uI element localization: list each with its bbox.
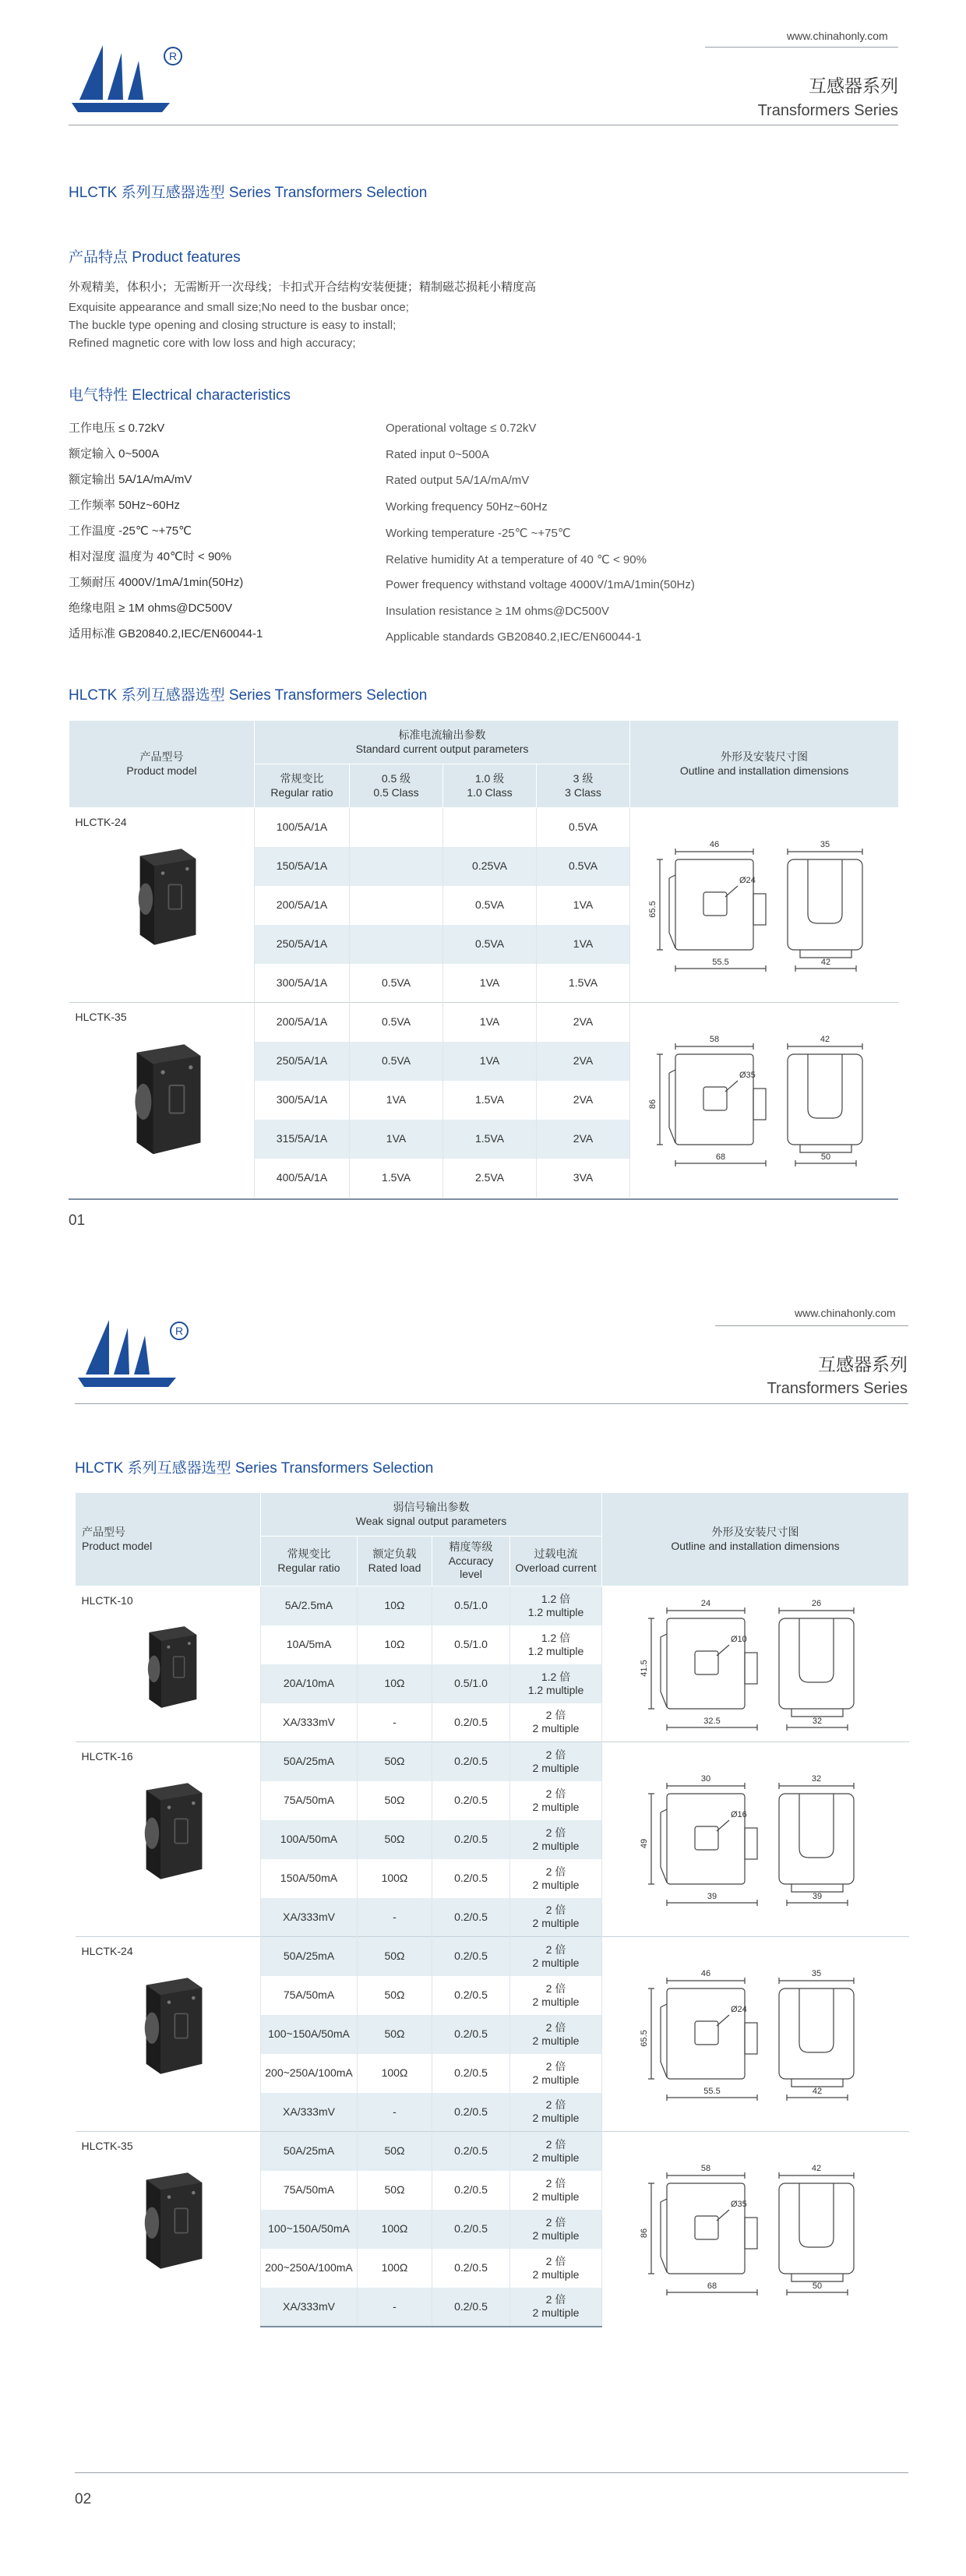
- overload-cell: [510, 1859, 602, 1898]
- overload-en: 2 multiple: [532, 1761, 580, 1774]
- electrical-item-en: Power frequency withstand voltage 4000V/1mA/1min(50Hz): [386, 578, 695, 591]
- overload-cell: [510, 2249, 602, 2288]
- accuracy-cell: 0.2/0.5: [432, 1976, 510, 2015]
- rated-load-cell: -: [358, 1898, 432, 1937]
- overload-en: 2 multiple: [532, 2034, 580, 2047]
- overload-en: 2 multiple: [532, 1878, 580, 1891]
- class-3-cell: 1.5VA: [537, 964, 630, 1003]
- overload-cn: 2 倍: [545, 1943, 566, 1956]
- dim-side-bottom-width: 39: [812, 1891, 822, 1901]
- ratio-cell: 150A/50mA: [261, 1859, 358, 1898]
- outline-dimension-drawing: [639, 1766, 873, 1914]
- ratio-cell: XA/333mV: [261, 1898, 358, 1937]
- header-top-rule: [705, 47, 898, 48]
- header-weak-signal: 弱信号输出参数 Weak signal output parameters: [261, 1493, 602, 1537]
- accuracy-cell: 0.2/0.5: [432, 2171, 510, 2210]
- class-0-5-cell: [350, 847, 443, 886]
- dim-side-width: 35: [811, 1968, 821, 1978]
- page-title: HLCTK 系列互感器选型 Series Transformers Selection: [69, 185, 428, 201]
- dim-top-width: 24: [700, 1598, 710, 1608]
- class-0-5-cell: 0.5VA: [350, 964, 443, 1003]
- model-name: HLCTK-10: [81, 1594, 133, 1607]
- dim-height: 49: [639, 1838, 649, 1848]
- overload-cn: 2 倍: [545, 2098, 566, 2112]
- ratio-cell: 250/5A/1A: [255, 1042, 350, 1081]
- overload-cn: 2 倍: [545, 1787, 566, 1800]
- ratio-cell: 75A/50mA: [261, 1781, 358, 1820]
- class-1-0-cell: 0.25VA: [443, 847, 537, 886]
- overload-cn: 2 倍: [545, 1981, 566, 1995]
- overload-cell: [510, 2054, 602, 2093]
- header-class-0-5: 0.5 级 0.5 Class: [350, 764, 443, 808]
- features-en-2: The buckle type opening and closing structure is easy to install;: [69, 319, 397, 332]
- accuracy-cell: 0.5/1.0: [432, 1586, 510, 1625]
- rated-load-cell: 50Ω: [358, 1937, 432, 1976]
- rated-load-cell: -: [358, 2093, 432, 2132]
- dim-hole-diameter: Ø16: [730, 1809, 747, 1819]
- page-number: 01: [69, 1212, 86, 1229]
- dim-height: 86: [639, 2228, 649, 2238]
- overload-cn: 2 倍: [545, 1748, 566, 1761]
- ratio-cell: 200~250A/100mA: [261, 2249, 358, 2288]
- dim-side-width: 26: [811, 1598, 821, 1608]
- svg-text:R: R: [168, 50, 178, 62]
- dim-bottom-width: 68: [707, 2281, 717, 2291]
- overload-cn: 1.2 倍: [541, 1592, 571, 1605]
- rated-load-cell: 100Ω: [358, 1859, 432, 1898]
- product-photo: [118, 843, 204, 951]
- dim-side-width: 42: [811, 2163, 821, 2173]
- features-title: 产品特点 Product features: [69, 249, 241, 266]
- header-product-model: 产品型号 Product model: [76, 1493, 261, 1586]
- page-title: HLCTK 系列互感器选型 Series Transformers Selection: [75, 1460, 434, 1477]
- outline-dimension-drawing: [647, 1026, 881, 1174]
- overload-en: 2 multiple: [532, 2190, 580, 2203]
- class-1-0-cell: 0.5VA: [443, 925, 537, 964]
- class-3-cell: 0.5VA: [537, 847, 630, 886]
- overload-en: 2 multiple: [532, 1722, 580, 1735]
- class-0-5-cell: 0.5VA: [350, 1042, 443, 1081]
- model-cell: [76, 1586, 261, 1742]
- overload-cn: 2 倍: [545, 1904, 566, 1917]
- accuracy-cell: 0.2/0.5: [432, 1820, 510, 1859]
- class-0-5-cell: 1.5VA: [350, 1159, 443, 1198]
- overload-cn: 2 倍: [545, 2020, 566, 2034]
- rated-load-cell: -: [358, 2288, 432, 2327]
- class-3-cell: 3VA: [537, 1159, 630, 1198]
- accuracy-cell: 0.2/0.5: [432, 2132, 510, 2171]
- electrical-item-en: Working frequency 50Hz~60Hz: [386, 499, 548, 513]
- dim-top-width: 58: [700, 2163, 710, 2173]
- dim-height: 65.5: [639, 2029, 649, 2047]
- overload-cell: [510, 2210, 602, 2249]
- overload-cn: 2 倍: [545, 1709, 566, 1722]
- class-3-cell: 2VA: [537, 1120, 630, 1159]
- header-product-model: 产品型号 Product model: [69, 721, 255, 808]
- standard-current-table: [69, 720, 899, 1198]
- rated-load-cell: 50Ω: [358, 1976, 432, 2015]
- electrical-item-en: Working temperature -25℃ ~+75℃: [386, 527, 571, 540]
- dimension-cell: [630, 808, 899, 1003]
- class-0-5-cell: [350, 886, 443, 925]
- electrical-item-cn: 工作电压 ≤ 0.72kV: [69, 422, 165, 435]
- electrical-item-en: Relative humidity At a temperature of 40 ℃ < 90%: [386, 552, 647, 566]
- header-series-cn: 互感器系列: [818, 1354, 908, 1374]
- overload-en: 2 multiple: [532, 1839, 580, 1852]
- class-3-cell: 1VA: [537, 925, 630, 964]
- catalog-page-2: [0, 1266, 966, 2576]
- rated-load-cell: 50Ω: [358, 1781, 432, 1820]
- page-number: 02: [75, 2491, 92, 2507]
- rated-load-cell: 100Ω: [358, 2210, 432, 2249]
- electrical-item-cn: 适用标准 GB20840.2,IEC/EN60044-1: [69, 627, 263, 640]
- ratio-cell: 200~250A/100mA: [261, 2054, 358, 2093]
- accuracy-cell: 0.5/1.0: [432, 1664, 510, 1703]
- page-bottom-rule: [69, 1198, 898, 1200]
- outline-dimension-drawing: [639, 1590, 873, 1738]
- ratio-cell: 200/5A/1A: [255, 1003, 350, 1042]
- dim-side-bottom-width: 50: [821, 1152, 831, 1162]
- model-cell: [69, 1003, 255, 1198]
- model-cell: [76, 1742, 261, 1937]
- header-accuracy-level: 精度等级 Accuracy level: [432, 1537, 510, 1586]
- dim-side-width: 35: [820, 839, 830, 849]
- dim-height: 65.5: [648, 900, 658, 918]
- overload-cn: 1.2 倍: [541, 1670, 571, 1683]
- model-cell: [76, 2132, 261, 2327]
- header-rated-load: 额定负载 Rated load: [358, 1537, 432, 1586]
- electrical-item-cn: 额定输出 5A/1A/mA/mV: [69, 473, 192, 486]
- dim-bottom-width: 55.5: [712, 957, 730, 967]
- class-3-cell: 1VA: [537, 886, 630, 925]
- ratio-cell: XA/333mV: [261, 1703, 358, 1742]
- rated-load-cell: 100Ω: [358, 2054, 432, 2093]
- accuracy-cell: 0.2/0.5: [432, 2054, 510, 2093]
- table-row: [76, 2132, 909, 2171]
- electrical-item-cn: 工作温度 -25℃ ~+75℃: [69, 524, 192, 538]
- class-0-5-cell: 0.5VA: [350, 1003, 443, 1042]
- overload-en: 2 multiple: [532, 2073, 580, 2086]
- ratio-cell: 400/5A/1A: [255, 1159, 350, 1198]
- electrical-item-en: Operational voltage ≤ 0.72kV: [386, 422, 537, 435]
- page-bottom-rule: [75, 2472, 908, 2473]
- header-rule: [75, 1403, 908, 1404]
- class-3-cell: 2VA: [537, 1081, 630, 1120]
- catalog-page-1: [0, 0, 966, 1231]
- overload-cn: 1.2 倍: [541, 1631, 571, 1644]
- table-row: [76, 1937, 909, 1976]
- class-3-cell: 0.5VA: [537, 808, 630, 847]
- dim-top-width: 58: [710, 1034, 720, 1044]
- overload-en: 1.2 multiple: [527, 1683, 584, 1696]
- overload-cn: 2 倍: [545, 2293, 566, 2306]
- rated-load-cell: 50Ω: [358, 1820, 432, 1859]
- electrical-item-cn: 工作频率 50Hz~60Hz: [69, 499, 180, 512]
- product-photo: [125, 2167, 210, 2274]
- dim-bottom-width: 39: [707, 1891, 717, 1901]
- overload-cell: [510, 2015, 602, 2054]
- accuracy-cell: 0.2/0.5: [432, 2288, 510, 2327]
- ratio-cell: 100/5A/1A: [255, 808, 350, 847]
- rated-load-cell: 10Ω: [358, 1625, 432, 1664]
- class-1-0-cell: 0.5VA: [443, 886, 537, 925]
- ratio-cell: 5A/2.5mA: [261, 1586, 358, 1625]
- overload-cn: 2 倍: [545, 1826, 566, 1839]
- table-row: [69, 1003, 899, 1042]
- overload-cell: [510, 2171, 602, 2210]
- overload-cell: [510, 1898, 602, 1937]
- dim-bottom-width: 55.5: [703, 2086, 721, 2096]
- ratio-cell: 300/5A/1A: [255, 964, 350, 1003]
- dim-side-bottom-width: 32: [812, 1716, 822, 1726]
- model-name: HLCTK-24: [81, 1945, 133, 1957]
- dim-hole-diameter: Ø10: [730, 1634, 747, 1644]
- dim-side-width: 42: [820, 1034, 830, 1044]
- overload-en: 2 multiple: [532, 2306, 580, 2319]
- rated-load-cell: 10Ω: [358, 1664, 432, 1703]
- website-url: www.chinahonly.com: [795, 1307, 896, 1319]
- header-regular-ratio: 常规变比 Regular ratio: [261, 1537, 358, 1586]
- overload-en: 2 multiple: [532, 1995, 580, 2008]
- class-3-cell: 2VA: [537, 1042, 630, 1081]
- ratio-cell: 75A/50mA: [261, 1976, 358, 2015]
- dim-top-width: 46: [700, 1968, 710, 1978]
- accuracy-cell: 0.5/1.0: [432, 1625, 510, 1664]
- electrical-item-en: Rated input 0~500A: [386, 447, 490, 461]
- ratio-cell: 75A/50mA: [261, 2171, 358, 2210]
- overload-cn: 2 倍: [545, 2059, 566, 2073]
- model-name: HLCTK-24: [75, 816, 127, 828]
- dim-side-bottom-width: 42: [812, 2086, 822, 2096]
- overload-en: 2 multiple: [532, 1800, 580, 1813]
- accuracy-cell: 0.2/0.5: [432, 2015, 510, 2054]
- features-en-3: Refined magnetic core with low loss and high accuracy;: [69, 337, 356, 350]
- dim-side-width: 32: [811, 1773, 821, 1784]
- class-1-0-cell: 1VA: [443, 1003, 537, 1042]
- ratio-cell: 10A/5mA: [261, 1625, 358, 1664]
- outline-dimension-drawing: [647, 831, 881, 979]
- ratio-cell: 100A/50mA: [261, 1820, 358, 1859]
- overload-en: 1.2 multiple: [527, 1644, 584, 1657]
- accuracy-cell: 0.2/0.5: [432, 1703, 510, 1742]
- website-url: www.chinahonly.com: [787, 30, 888, 42]
- overload-cell: [510, 1586, 602, 1625]
- dimension-cell: [602, 1937, 909, 2132]
- ratio-cell: 100~150A/50mA: [261, 2210, 358, 2249]
- electrical-title: 电气特性 Electrical characteristics: [69, 387, 291, 404]
- accuracy-cell: 0.2/0.5: [432, 2093, 510, 2132]
- header-standard-output: 标准电流输出参数 Standard current output parameters: [255, 721, 630, 764]
- sailboat-logo-icon: [75, 1315, 192, 1393]
- header-dimensions: 外形及安装尺寸图 Outline and installation dimensions: [602, 1493, 909, 1586]
- accuracy-cell: 0.2/0.5: [432, 1781, 510, 1820]
- table-row: [69, 808, 899, 847]
- ratio-cell: 50A/25mA: [261, 1937, 358, 1976]
- overload-cn: 2 倍: [545, 2215, 566, 2228]
- dim-side-bottom-width: 50: [812, 2281, 822, 2291]
- electrical-item-en: Applicable standards GB20840.2,IEC/EN60044-1: [386, 630, 642, 644]
- overload-cell: [510, 1937, 602, 1976]
- header-top-rule: [715, 1325, 908, 1326]
- rated-load-cell: 10Ω: [358, 1586, 432, 1625]
- class-0-5-cell: 1VA: [350, 1081, 443, 1120]
- dimension-cell: [630, 1003, 899, 1198]
- dim-top-width: 30: [700, 1773, 710, 1784]
- table-row: [76, 1742, 909, 1781]
- weak-signal-table: [75, 1492, 909, 2327]
- rated-load-cell: 50Ω: [358, 1742, 432, 1781]
- overload-cell: [510, 2093, 602, 2132]
- header-overload-current: 过载电流 Overload current: [510, 1537, 602, 1586]
- dim-side-bottom-width: 42: [821, 957, 831, 967]
- dim-height: 86: [648, 1099, 658, 1109]
- overload-en: 1.2 multiple: [527, 1605, 584, 1618]
- header-series-en: Transformers Series: [767, 1380, 908, 1397]
- overload-cell: [510, 1664, 602, 1703]
- class-1-0-cell: 1VA: [443, 1042, 537, 1081]
- ratio-cell: 20A/10mA: [261, 1664, 358, 1703]
- overload-cell: [510, 2288, 602, 2327]
- electrical-item-en: Insulation resistance ≥ 1M ohms@DC500V: [386, 604, 609, 618]
- dimension-cell: [602, 1586, 909, 1742]
- model-cell: [69, 808, 255, 1003]
- class-1-0-cell: 2.5VA: [443, 1159, 537, 1198]
- class-1-0-cell: 1.5VA: [443, 1120, 537, 1159]
- rated-load-cell: 50Ω: [358, 2171, 432, 2210]
- overload-en: 2 multiple: [532, 1956, 580, 1969]
- sailboat-logo-icon: [69, 41, 185, 118]
- dimension-cell: [602, 2132, 909, 2327]
- rated-load-cell: 100Ω: [358, 2249, 432, 2288]
- accuracy-cell: 0.2/0.5: [432, 1859, 510, 1898]
- ratio-cell: 150/5A/1A: [255, 847, 350, 886]
- product-photo: [131, 1621, 204, 1713]
- electrical-item-en: Rated output 5A/1A/mA/mV: [386, 474, 530, 487]
- class-1-0-cell: [443, 808, 537, 847]
- dimension-cell: [602, 1742, 909, 1937]
- overload-cell: [510, 2132, 602, 2171]
- dim-top-width: 46: [710, 839, 720, 849]
- features-cn: 外观精美，体积小；无需断开一次母线；卡扣式开合结构安装便捷；精制磁芯损耗小精度高: [69, 281, 537, 294]
- ratio-cell: 315/5A/1A: [255, 1120, 350, 1159]
- overload-en: 2 multiple: [532, 2228, 580, 2242]
- ratio-cell: 50A/25mA: [261, 2132, 358, 2171]
- dim-hole-diameter: Ø24: [739, 875, 756, 885]
- ratio-cell: XA/333mV: [261, 2093, 358, 2132]
- class-0-5-cell: [350, 808, 443, 847]
- model-name: HLCTK-35: [81, 2140, 133, 2152]
- product-photo: [125, 1777, 210, 1885]
- class-0-5-cell: 1VA: [350, 1120, 443, 1159]
- rated-load-cell: -: [358, 1703, 432, 1742]
- accuracy-cell: 0.2/0.5: [432, 1898, 510, 1937]
- overload-cell: [510, 1976, 602, 2015]
- class-0-5-cell: [350, 925, 443, 964]
- ratio-cell: 300/5A/1A: [255, 1081, 350, 1120]
- model-cell: [76, 1937, 261, 2132]
- class-1-0-cell: 1VA: [443, 964, 537, 1003]
- overload-cell: [510, 1625, 602, 1664]
- electrical-item-cn: 额定输入 0~500A: [69, 447, 160, 461]
- outline-dimension-drawing: [639, 2155, 873, 2303]
- overload-cell: [510, 1742, 602, 1781]
- header-series-en: Transformers Series: [757, 102, 898, 119]
- dim-bottom-width: 32.5: [703, 1716, 721, 1726]
- outline-dimension-drawing: [639, 1960, 873, 2108]
- overload-cn: 2 倍: [545, 2254, 566, 2267]
- header-regular-ratio: 常规变比 Regular ratio: [255, 764, 350, 808]
- overload-cn: 2 倍: [545, 2137, 566, 2151]
- overload-en: 2 multiple: [532, 1917, 580, 1930]
- svg-text:R: R: [175, 1325, 184, 1337]
- overload-cell: [510, 1703, 602, 1742]
- overload-cn: 2 倍: [545, 1865, 566, 1878]
- accuracy-cell: 0.2/0.5: [432, 2210, 510, 2249]
- header-class-1-0: 1.0 级 1.0 Class: [443, 764, 537, 808]
- features-en-1: Exquisite appearance and small size;No need to the busbar once;: [69, 301, 409, 314]
- ratio-cell: 50A/25mA: [261, 1742, 358, 1781]
- product-photo: [125, 1972, 210, 2080]
- ratio-cell: 200/5A/1A: [255, 886, 350, 925]
- dim-hole-diameter: Ø24: [730, 2004, 747, 2014]
- dim-hole-diameter: Ø35: [739, 1070, 756, 1080]
- overload-cell: [510, 1820, 602, 1859]
- accuracy-cell: 0.2/0.5: [432, 1742, 510, 1781]
- header-class-3: 3 级 3 Class: [537, 764, 630, 808]
- electrical-item-cn: 绝缘电阻 ≥ 1M ohms@DC500V: [69, 602, 233, 615]
- class-3-cell: 2VA: [537, 1003, 630, 1042]
- ratio-cell: 100~150A/50mA: [261, 2015, 358, 2054]
- dim-hole-diameter: Ø35: [730, 2199, 747, 2209]
- model-name: HLCTK-16: [81, 1750, 133, 1763]
- electrical-item-cn: 相对湿度 温度为 40℃时 < 90%: [69, 550, 231, 563]
- overload-en: 2 multiple: [532, 2151, 580, 2164]
- product-photo: [112, 1038, 210, 1161]
- overload-en: 2 multiple: [532, 2267, 580, 2281]
- electrical-item-cn: 工频耐压 4000V/1mA/1min(50Hz): [69, 576, 244, 589]
- overload-cn: 2 倍: [545, 2176, 566, 2190]
- overload-en: 2 multiple: [532, 2112, 580, 2125]
- overload-cell: [510, 1781, 602, 1820]
- table-row: [76, 1586, 909, 1625]
- class-1-0-cell: 1.5VA: [443, 1081, 537, 1120]
- model-name: HLCTK-35: [75, 1011, 127, 1023]
- ratio-cell: XA/333mV: [261, 2288, 358, 2327]
- ratio-cell: 250/5A/1A: [255, 925, 350, 964]
- table-title: HLCTK 系列互感器选型 Series Transformers Selection: [69, 687, 428, 704]
- accuracy-cell: 0.2/0.5: [432, 2249, 510, 2288]
- dim-height: 41.5: [639, 1659, 649, 1677]
- header-dimensions: 外形及安装尺寸图 Outline and installation dimensions: [630, 721, 899, 808]
- dim-bottom-width: 68: [716, 1152, 726, 1162]
- accuracy-cell: 0.2/0.5: [432, 1937, 510, 1976]
- rated-load-cell: 50Ω: [358, 2015, 432, 2054]
- rated-load-cell: 50Ω: [358, 2132, 432, 2171]
- header-series-cn: 互感器系列: [809, 76, 898, 96]
